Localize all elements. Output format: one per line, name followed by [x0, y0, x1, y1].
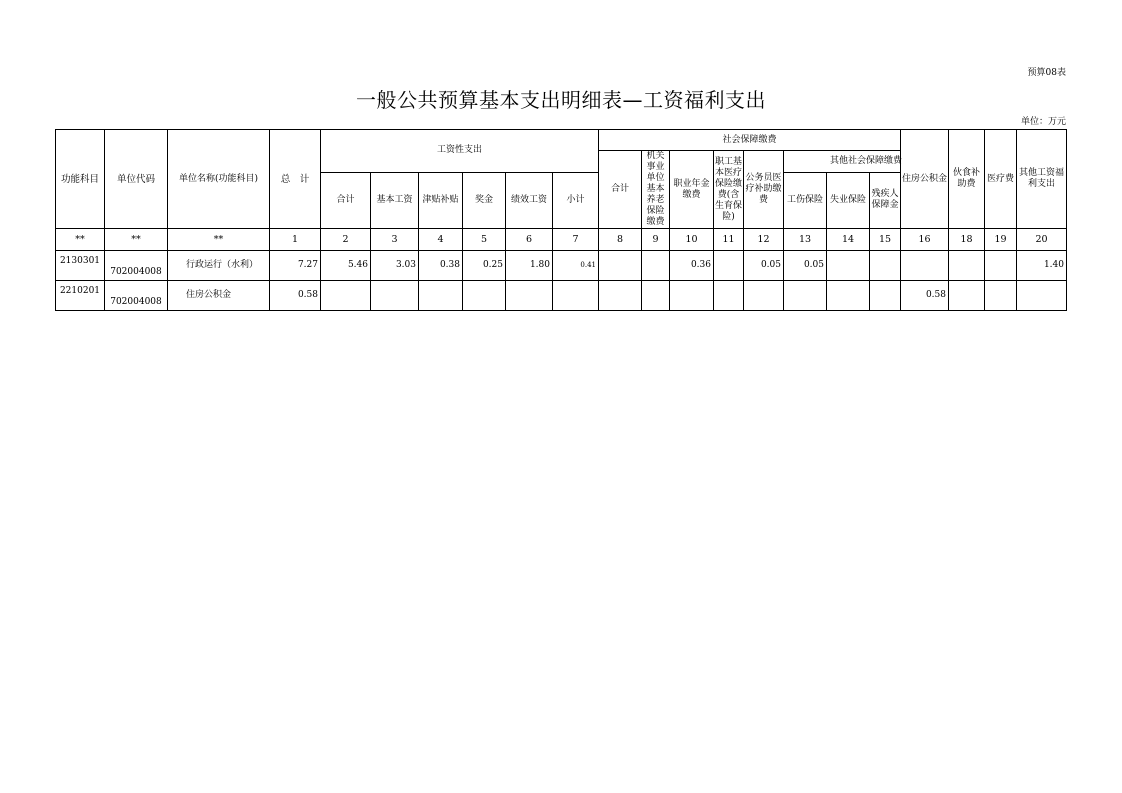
column-index-cell: 11: [714, 229, 744, 251]
amount-cell: 0.58: [270, 281, 321, 311]
header-other-social-subtotal: 小计: [553, 172, 599, 228]
amount-cell: 0.58: [901, 281, 949, 311]
amount-cell: [744, 281, 784, 311]
header-other-welfare: 其他工资福利支出: [1017, 130, 1067, 229]
amount-cell: [827, 281, 870, 311]
column-index-cell: **: [168, 229, 270, 251]
column-index-cell: 13: [784, 229, 827, 251]
column-index-cell: 6: [506, 229, 553, 251]
column-index-cell: 10: [670, 229, 714, 251]
header-allowance: 津贴补贴: [419, 172, 463, 228]
amount-cell: [985, 251, 1017, 281]
amount-cell: [506, 281, 553, 311]
amount-cell: [1017, 281, 1067, 311]
amount-cell: 0.36: [670, 251, 714, 281]
column-index-row: [56, 229, 1067, 251]
unit-label: 单位：万元: [1020, 117, 1066, 127]
func-code-cell: 2130301: [56, 251, 105, 281]
amount-cell: [321, 281, 371, 311]
header-unemployment-insurance: 失业保险: [827, 172, 870, 228]
amount-cell: [553, 281, 599, 311]
header-annuity: 职业年金缴费: [670, 151, 714, 229]
table-row: [56, 251, 1067, 281]
column-index-cell: 16: [901, 229, 949, 251]
header-basic-salary: 基本工资: [371, 172, 419, 228]
column-index-cell: 2: [321, 229, 371, 251]
table-row: [56, 281, 1067, 311]
table-body: [56, 251, 1067, 311]
header-civil-medical: 公务员医疗补助缴费: [744, 151, 784, 229]
unit-code-cell: 702004008: [105, 281, 168, 311]
header-medical-fee: 医疗费: [985, 130, 1017, 229]
amount-cell: [784, 281, 827, 311]
amount-cell: [985, 281, 1017, 311]
amount-cell: [714, 251, 744, 281]
header-disability-fund: 残疾人保障金: [870, 172, 901, 228]
amount-cell: [870, 281, 901, 311]
expenditure-table: [55, 129, 1067, 311]
header-housing-fund: 住房公积金: [901, 130, 949, 229]
amount-cell: 7.27: [270, 251, 321, 281]
amount-cell: [949, 251, 985, 281]
column-index-cell: **: [56, 229, 105, 251]
amount-cell: 3.03: [371, 251, 419, 281]
amount-cell: 5.46: [321, 251, 371, 281]
amount-cell: [949, 281, 985, 311]
header-medical-insurance: 职工基本医疗保险缴费(含生育保险): [714, 151, 744, 229]
column-index-cell: 5: [463, 229, 506, 251]
header-performance-pay: 绩效工资: [506, 172, 553, 228]
column-index-cell: 19: [985, 229, 1017, 251]
header-salary-total: 合计: [321, 172, 371, 228]
func-code-cell: 2210201: [56, 281, 105, 311]
column-index-cell: 18: [949, 229, 985, 251]
amount-cell: [827, 251, 870, 281]
amount-cell: [419, 281, 463, 311]
header-pension: 机关事业单位基本养老保险缴费: [642, 151, 670, 229]
amount-cell: [670, 281, 714, 311]
amount-cell: 0.05: [744, 251, 784, 281]
amount-cell: [642, 251, 670, 281]
amount-cell: [714, 281, 744, 311]
header-meal-subsidy: 伙食补助费: [949, 130, 985, 229]
amount-cell: 1.40: [1017, 251, 1067, 281]
amount-cell: [901, 251, 949, 281]
header-injury-insurance: 工伤保险: [784, 172, 827, 228]
header-other-social-group: 其他社会保障缴费: [784, 151, 949, 173]
amount-cell: [642, 281, 670, 311]
amount-cell: [463, 281, 506, 311]
column-index-cell: 12: [744, 229, 784, 251]
amount-cell: 0.25: [463, 251, 506, 281]
column-index-cell: **: [105, 229, 168, 251]
column-index-cell: 4: [419, 229, 463, 251]
header-total: 总 计: [270, 130, 321, 229]
header-social-group: 社会保障缴费: [599, 130, 901, 151]
header-salary-group: 工资性支出: [321, 130, 599, 173]
table-header: [56, 130, 1067, 251]
unit-code-cell: 702004008: [105, 251, 168, 281]
amount-cell: [599, 251, 642, 281]
unit-name-cell: 行政运行（水利）: [168, 251, 270, 281]
column-index-cell: 7: [553, 229, 599, 251]
column-index-cell: 15: [870, 229, 901, 251]
amount-cell: [599, 281, 642, 311]
column-index-cell: 14: [827, 229, 870, 251]
amount-cell: 0.41: [553, 251, 599, 281]
amount-cell: 0.05: [784, 251, 827, 281]
column-index-cell: 20: [1017, 229, 1067, 251]
header-bonus: 奖金: [463, 172, 506, 228]
column-index-cell: 8: [599, 229, 642, 251]
column-index-cell: 3: [371, 229, 419, 251]
column-index-cell: 9: [642, 229, 670, 251]
header-unit-name: 单位名称(功能科目): [168, 130, 270, 229]
column-index-cell: 1: [270, 229, 321, 251]
amount-cell: [870, 251, 901, 281]
unit-name-cell: 住房公积金: [168, 281, 270, 311]
amount-cell: 0.38: [419, 251, 463, 281]
header-social-total: 合计: [599, 151, 642, 229]
amount-cell: [371, 281, 419, 311]
amount-cell: 1.80: [506, 251, 553, 281]
page-title: 一般公共预算基本支出明细表—工资福利支出: [356, 88, 766, 112]
header-func-code: 功能科目: [56, 130, 105, 229]
form-number: 预算08表: [1027, 68, 1066, 78]
header-unit-code: 单位代码: [105, 130, 168, 229]
